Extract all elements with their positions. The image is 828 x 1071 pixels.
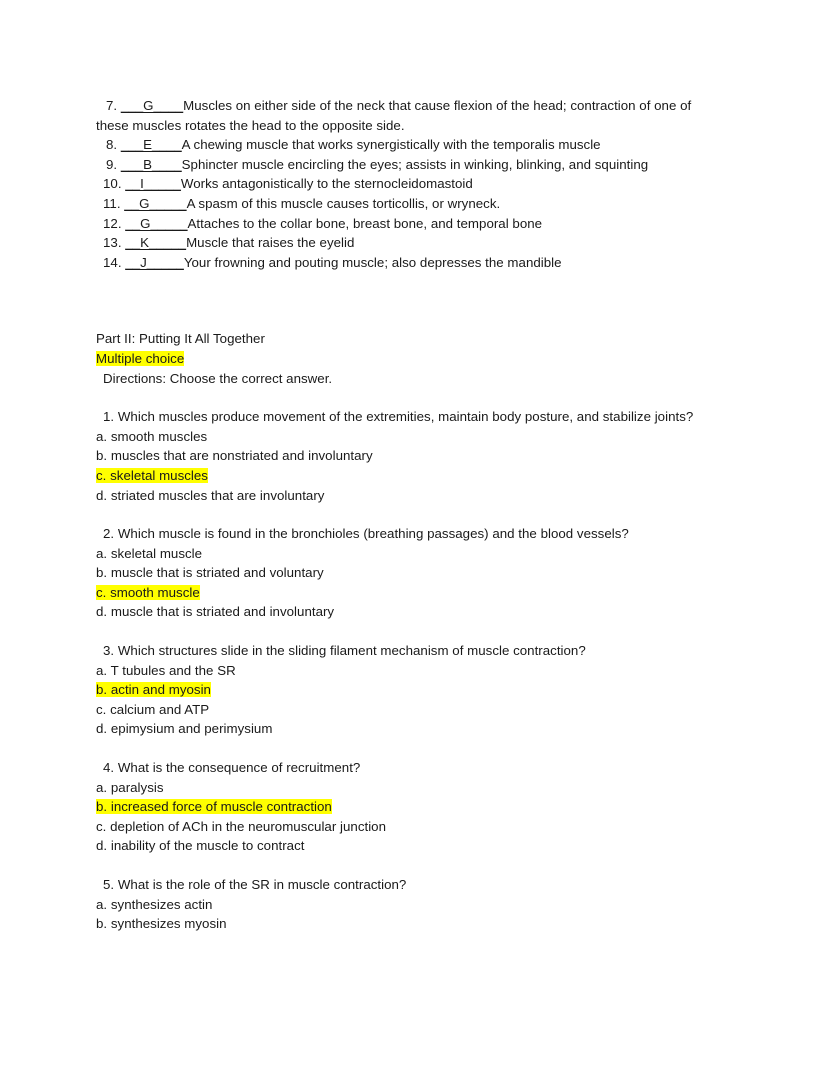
multiple-choice-highlight: Multiple choice — [96, 350, 185, 366]
answer-choice-text: synthesizes myosin — [110, 916, 227, 932]
matching-item-number: 14. — [103, 254, 122, 270]
answer-choice-highlight — [96, 799, 332, 814]
answer-choice-text: inability of the muscle to contract — [110, 838, 305, 854]
answer-choice-text: smooth muscle — [110, 584, 200, 600]
answer-choice-text: muscles that are nonstriated and involuntary — [110, 448, 373, 464]
matching-item-answer-blank[interactable]: __G_____ — [124, 195, 187, 211]
document-body — [96, 96, 716, 934]
question-text: What is the role of the SR in muscle contraction? — [117, 877, 407, 892]
matching-item-number: 7. — [106, 98, 118, 113]
matching-item-text: Sphincter muscle encircling the eyes; assists in winking, blinking, and squinting — [181, 156, 649, 172]
answer-choice[interactable] — [96, 778, 716, 798]
answer-choice[interactable] — [96, 583, 716, 603]
answer-choice[interactable] — [96, 817, 716, 837]
question-spacer — [96, 739, 716, 758]
answer-choice-text: synthesizes actin — [110, 896, 213, 912]
answer-choice[interactable] — [96, 602, 716, 622]
answer-choice[interactable] — [96, 661, 716, 681]
matching-item-answer-blank[interactable]: __I_____ — [125, 176, 181, 192]
matching-item — [96, 194, 716, 214]
matching-item-text: Your frowning and pouting muscle; also depresses the mandible — [183, 254, 562, 270]
answer-choice-text: epimysium and perimysium — [110, 721, 273, 737]
matching-item — [96, 96, 716, 135]
answer-choice-content — [96, 721, 272, 736]
answer-choice-text: actin and myosin — [110, 682, 211, 698]
answer-choice-text: muscle that is striated and involuntary — [110, 604, 335, 620]
question-number: 5. — [103, 877, 115, 892]
answer-choice-label: b. — [96, 448, 108, 464]
question-number: 3. — [103, 643, 115, 659]
answer-choice[interactable] — [96, 700, 716, 720]
answer-choice-label: b. — [96, 916, 108, 932]
answer-choice[interactable] — [96, 680, 716, 700]
directions-text: Directions: Choose the correct answer. — [103, 370, 333, 386]
answer-choice-content — [96, 838, 304, 853]
answer-choice-label: c. — [96, 701, 107, 717]
matching-item-number: 11. — [103, 195, 121, 211]
question-block — [96, 641, 716, 739]
answer-choice-content — [96, 448, 373, 463]
question-number: 2. — [103, 526, 115, 542]
section-spacer — [96, 272, 716, 329]
question-number: 4. — [103, 760, 115, 776]
answer-choice-label: d. — [96, 721, 108, 737]
answer-choice-text: smooth muscles — [110, 428, 208, 444]
answer-choice[interactable] — [96, 427, 716, 447]
matching-item-number: 10. — [103, 176, 122, 192]
answer-choice-text: paralysis — [110, 779, 164, 795]
directions-spacer — [96, 388, 716, 407]
matching-item — [96, 233, 716, 253]
answer-choice[interactable] — [96, 486, 716, 506]
question-text: Which muscle is found in the bronchioles (breathing passages) and the blood vessels? — [117, 526, 629, 542]
matching-item-number: 12. — [103, 215, 122, 231]
matching-item-number: 8. — [106, 137, 118, 153]
answer-choice-content — [96, 604, 334, 619]
answer-choice[interactable] — [96, 895, 716, 915]
answer-choice-label: d. — [96, 604, 108, 620]
answer-choice-content — [96, 916, 227, 931]
answer-choice-label: a. — [96, 662, 108, 678]
matching-item — [96, 253, 716, 273]
answer-choice-label: a. — [96, 545, 108, 561]
part-two-heading: Part II: Putting It All Together — [96, 331, 265, 347]
answer-choice-label: d. — [96, 838, 108, 854]
part-two-subheading — [96, 349, 716, 369]
question-stem — [96, 875, 716, 895]
matching-item-answer-blank[interactable]: ___G____ — [120, 98, 184, 113]
matching-item-answer-blank[interactable]: __K_____ — [125, 235, 187, 251]
question-text: Which muscles produce movement of the extremities, maintain body posture, and stabilize joints? — [117, 409, 694, 425]
answer-choice-label: b. — [96, 565, 108, 581]
question-stem — [96, 407, 716, 427]
question-block — [96, 758, 716, 856]
answer-choice[interactable] — [96, 446, 716, 466]
matching-item-text: Muscle that raises the eyelid — [186, 235, 355, 251]
answer-choice-label: d. — [96, 487, 108, 503]
answer-choice[interactable] — [96, 563, 716, 583]
answer-choice-content — [96, 702, 209, 717]
matching-item-text: Works antagonistically to the sternocleidomastoid — [180, 176, 473, 192]
answer-choice-label: a. — [96, 428, 108, 444]
answer-choice-label: b. — [96, 799, 108, 815]
matching-item — [96, 135, 716, 155]
question-block — [96, 407, 716, 505]
answer-choice-label: a. — [96, 779, 108, 795]
answer-choice-content — [96, 819, 386, 834]
answer-choice-label: b. — [96, 682, 108, 698]
question-stem — [96, 758, 716, 778]
answer-choice-text: T tubules and the SR — [110, 662, 236, 678]
answer-choice-label: c. — [96, 467, 107, 483]
matching-items-list — [96, 96, 716, 272]
answer-choice-label: c. — [96, 818, 107, 834]
answer-choice-content — [96, 429, 207, 444]
matching-item-answer-blank[interactable]: __J_____ — [125, 254, 184, 270]
answer-choice-content — [96, 546, 202, 561]
question-number: 1. — [103, 409, 115, 425]
answer-choice-text: skeletal muscle — [110, 545, 203, 561]
answer-choice[interactable] — [96, 836, 716, 856]
answer-choice[interactable] — [96, 914, 716, 934]
answer-choice-content — [96, 488, 324, 503]
question-block — [96, 524, 716, 622]
answer-choice[interactable] — [96, 466, 716, 486]
question-spacer — [96, 505, 716, 524]
answer-choice-content — [96, 663, 236, 678]
answer-choice-content — [96, 780, 164, 795]
question-stem — [96, 641, 716, 661]
answer-choice-text: depletion of ACh in the neuromuscular junction — [110, 818, 387, 834]
answer-choice[interactable] — [96, 544, 716, 564]
matching-item-answer-blank[interactable]: __G_____ — [125, 215, 188, 231]
answer-choice-text: muscle that is striated and voluntary — [110, 565, 324, 581]
matching-item-answer-blank[interactable]: ___E____ — [120, 137, 182, 153]
answer-choice-highlight — [96, 682, 211, 697]
matching-item-answer-blank[interactable]: ___B____ — [120, 156, 182, 172]
answer-choice-content — [96, 897, 212, 912]
matching-item-text: Muscles on either side of the neck that cause flexion of the head; contraction of one of these muscles rotates the head to the opposite side. — [96, 98, 695, 133]
answer-choice-text: striated muscles that are involuntary — [110, 487, 325, 503]
answer-choice-label: a. — [96, 896, 108, 912]
matching-item — [96, 214, 716, 234]
matching-item-text: A chewing muscle that works synergistically with the temporalis muscle — [181, 137, 601, 153]
matching-item — [96, 155, 716, 175]
matching-item-number: 13. — [103, 235, 122, 251]
question-text: What is the consequence of recruitment? — [117, 760, 361, 776]
answer-choice[interactable] — [96, 797, 716, 817]
matching-item — [96, 174, 716, 194]
question-block — [96, 875, 716, 934]
matching-item-text: Attaches to the collar bone, breast bone, and temporal bone — [187, 215, 543, 231]
question-spacer — [96, 622, 716, 641]
answer-choice-text: calcium and ATP — [110, 701, 210, 717]
matching-item-text: A spasm of this muscle causes torticollis, or wryneck. — [186, 195, 501, 211]
answer-choice-highlight — [96, 585, 200, 600]
answer-choice-label: c. — [96, 584, 107, 600]
question-text: Which structures slide in the sliding filament mechanism of muscle contraction? — [117, 643, 586, 659]
answer-choice-content — [96, 565, 324, 580]
answer-choice-highlight — [96, 468, 208, 483]
questions-list — [96, 407, 716, 934]
answer-choice-text: skeletal muscles — [110, 467, 208, 483]
matching-item-number: 9. — [106, 156, 118, 172]
answer-choice[interactable] — [96, 719, 716, 739]
answer-choice-text: increased force of muscle contraction — [110, 799, 332, 815]
question-spacer — [96, 856, 716, 875]
question-stem — [96, 524, 716, 544]
